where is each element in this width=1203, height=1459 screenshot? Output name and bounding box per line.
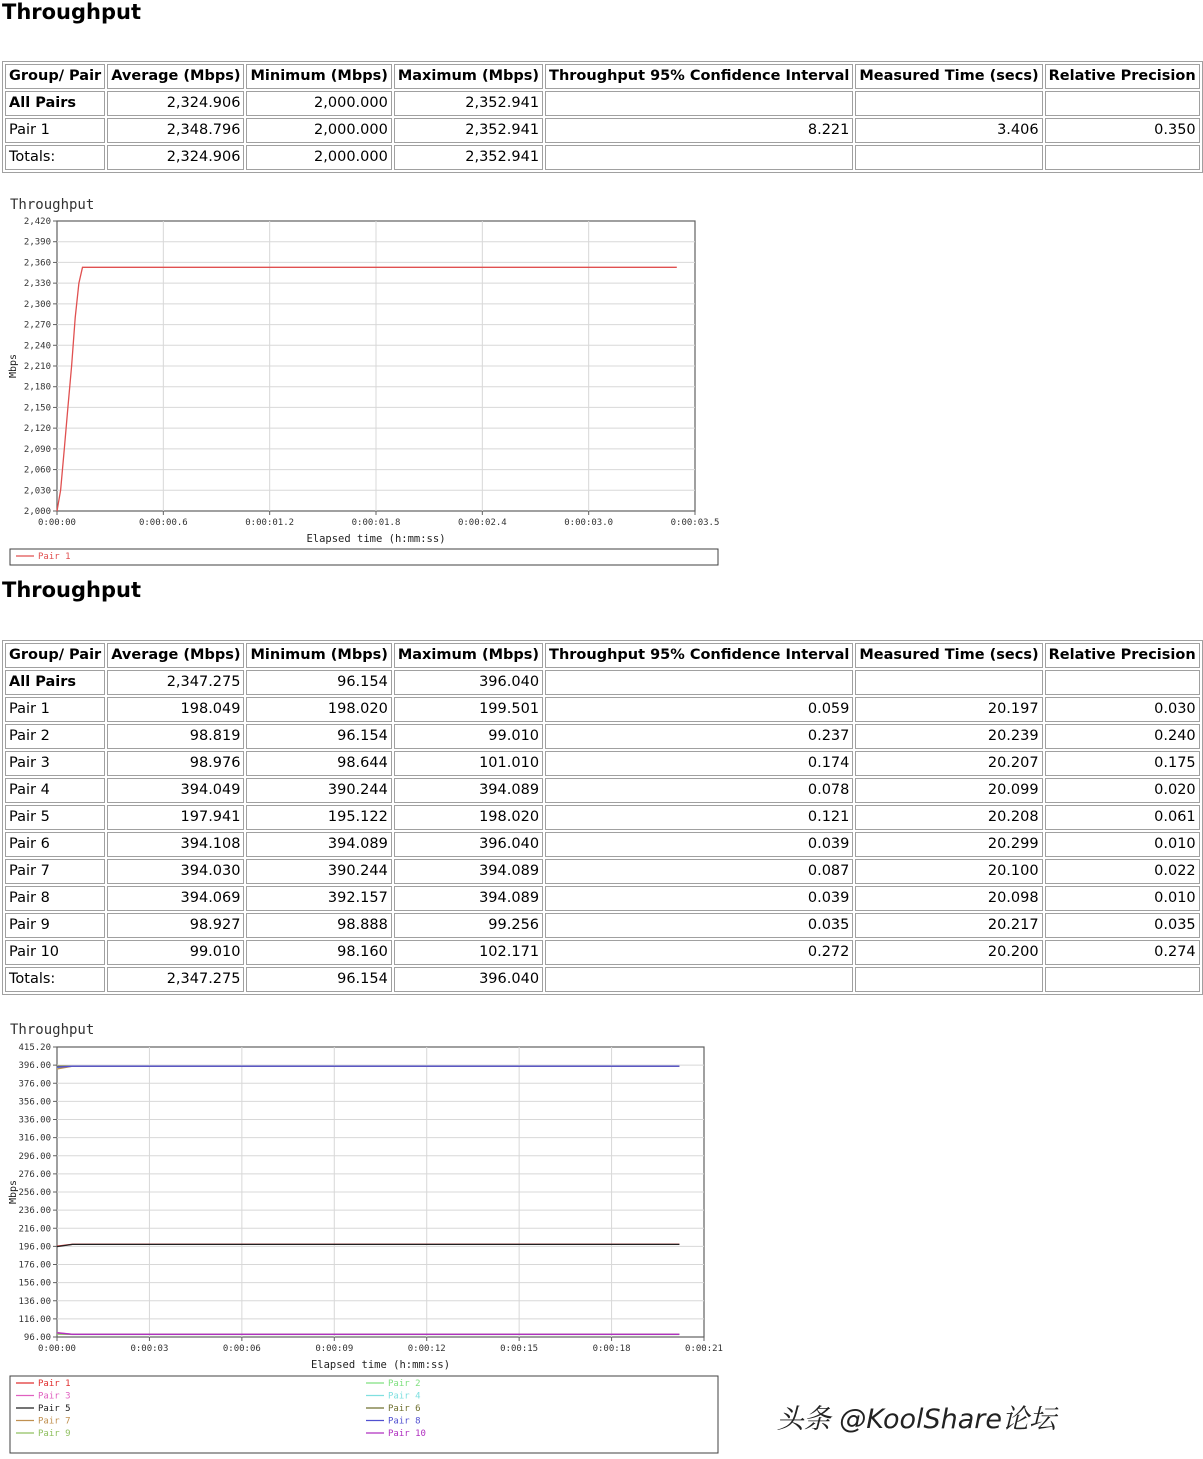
x-tick-label: 0:00:03.0	[564, 518, 613, 528]
table-cell: 394.089	[394, 886, 543, 911]
table-row	[5, 859, 1200, 884]
table-cell: 0.237	[545, 724, 853, 749]
table-row	[5, 886, 1200, 911]
table-cell: 396.040	[394, 670, 543, 695]
table-cell: 96.154	[246, 967, 391, 992]
table-cell: 199.501	[394, 697, 543, 722]
table-cell: 390.244	[246, 778, 391, 803]
table-cell: 101.010	[394, 751, 543, 776]
table-cell: 20.099	[855, 778, 1042, 803]
table-cell	[1045, 670, 1200, 695]
column-header: Throughput 95% Confidence Interval	[545, 643, 853, 668]
table-cell: 0.059	[545, 697, 853, 722]
table-cell: 20.217	[855, 913, 1042, 938]
legend-label: Pair 2	[388, 1379, 421, 1389]
legend-label: Pair 9	[38, 1429, 71, 1439]
legend-label: Pair 8	[388, 1417, 421, 1427]
column-header: Maximum (Mbps)	[394, 64, 543, 89]
table-cell: 2,352.941	[394, 118, 543, 143]
results-table-1	[2, 61, 1203, 173]
table-cell: 20.239	[855, 724, 1042, 749]
y-tick-label: 236.00	[18, 1206, 51, 1216]
row-label: Pair 5	[5, 805, 105, 830]
y-tick-label: 256.00	[18, 1188, 51, 1198]
section-title-1: Throughput	[2, 0, 141, 24]
table-cell: 394.089	[394, 778, 543, 803]
row-label: Totals:	[5, 967, 105, 992]
table-cell: 20.200	[855, 940, 1042, 965]
table-cell: 98.160	[246, 940, 391, 965]
throughput-chart-2	[0, 1015, 730, 1455]
table-cell: 0.020	[1045, 778, 1200, 803]
y-tick-label: 2,420	[24, 217, 51, 227]
table-cell: 390.244	[246, 859, 391, 884]
table-row	[5, 670, 1200, 695]
table-cell: 0.274	[1045, 940, 1200, 965]
y-tick-label: 2,330	[24, 279, 51, 289]
table-cell: 0.022	[1045, 859, 1200, 884]
row-label: Pair 7	[5, 859, 105, 884]
column-header: Average (Mbps)	[107, 64, 244, 89]
x-axis-label: Elapsed time (h:mm:ss)	[306, 533, 445, 545]
y-tick-label: 2,180	[24, 383, 51, 393]
table-row	[5, 967, 1200, 992]
y-tick-label: 116.00	[18, 1315, 51, 1325]
legend-label: Pair 3	[38, 1392, 71, 1402]
table-cell: 98.888	[246, 913, 391, 938]
y-tick-label: 2,150	[24, 403, 51, 413]
table-cell: 20.207	[855, 751, 1042, 776]
x-tick-label: 0:00:18	[593, 1344, 631, 1354]
table-cell: 99.010	[394, 724, 543, 749]
table-cell: 394.030	[107, 859, 244, 884]
x-tick-label: 0:00:06	[223, 1344, 261, 1354]
table-cell: 2,000.000	[246, 118, 391, 143]
column-header: Group/ Pair	[5, 64, 105, 89]
table-cell: 198.020	[246, 697, 391, 722]
table-cell: 0.030	[1045, 697, 1200, 722]
table-cell: 2,000.000	[246, 145, 391, 170]
table-cell: 0.087	[545, 859, 853, 884]
table-cell: 99.010	[107, 940, 244, 965]
row-label: Pair 9	[5, 913, 105, 938]
table-cell: 102.171	[394, 940, 543, 965]
table-cell: 2,352.941	[394, 91, 543, 116]
table-cell	[545, 145, 853, 170]
table-cell: 0.035	[1045, 913, 1200, 938]
table-cell: 394.108	[107, 832, 244, 857]
table-cell: 394.069	[107, 886, 244, 911]
table-cell: 2,352.941	[394, 145, 543, 170]
table-cell: 98.927	[107, 913, 244, 938]
chart-title: Throughput	[10, 197, 94, 213]
table-row	[5, 145, 1200, 170]
table-cell: 394.049	[107, 778, 244, 803]
legend-label: Pair 6	[388, 1404, 421, 1414]
table-cell: 0.039	[545, 832, 853, 857]
x-tick-label: 0:00:03.5	[671, 518, 720, 528]
table-cell: 20.208	[855, 805, 1042, 830]
table-cell: 20.100	[855, 859, 1042, 884]
table-cell: 392.157	[246, 886, 391, 911]
x-tick-label: 0:00:03	[130, 1344, 168, 1354]
legend-label: Pair 5	[38, 1404, 71, 1414]
table-cell: 96.154	[246, 670, 391, 695]
table-cell	[545, 967, 853, 992]
table-cell: 198.049	[107, 697, 244, 722]
column-header: Measured Time (secs)	[855, 64, 1042, 89]
table-cell: 2,000.000	[246, 91, 391, 116]
table-cell	[1045, 145, 1200, 170]
legend-label: Pair 1	[38, 552, 71, 562]
row-label: Pair 1	[5, 118, 105, 143]
y-tick-label: 156.00	[18, 1279, 51, 1289]
row-label: All Pairs	[5, 670, 105, 695]
y-tick-label: 396.00	[18, 1061, 51, 1071]
row-label: Pair 3	[5, 751, 105, 776]
legend-box	[10, 1376, 718, 1453]
table-cell: 0.078	[545, 778, 853, 803]
row-label: Pair 2	[5, 724, 105, 749]
table-row	[5, 118, 1200, 143]
x-tick-label: 0:00:01.8	[352, 518, 401, 528]
table-cell: 99.256	[394, 913, 543, 938]
table-cell: 0.272	[545, 940, 853, 965]
y-tick-label: 2,120	[24, 424, 51, 434]
x-tick-label: 0:00:00	[38, 1344, 76, 1354]
x-tick-label: 0:00:01.2	[245, 518, 294, 528]
legend-label: Pair 7	[38, 1417, 71, 1427]
table-row	[5, 940, 1200, 965]
y-tick-label: 136.00	[18, 1297, 51, 1307]
chart-title: Throughput	[10, 1022, 94, 1038]
table-cell	[855, 967, 1042, 992]
y-tick-label: 415.20	[18, 1043, 51, 1053]
section-title-2: Throughput	[2, 578, 141, 602]
row-label: Totals:	[5, 145, 105, 170]
table-cell: 2,348.796	[107, 118, 244, 143]
y-tick-label: 2,090	[24, 445, 51, 455]
x-tick-label: 0:00:00.6	[139, 518, 188, 528]
table-cell: 2,324.906	[107, 145, 244, 170]
x-axis-label: Elapsed time (h:mm:ss)	[311, 1359, 450, 1371]
table-cell: 198.020	[394, 805, 543, 830]
y-axis-label: Mbps	[8, 1180, 19, 1204]
watermark: 头条 @KoolShare论坛	[777, 1397, 1056, 1436]
y-tick-label: 2,390	[24, 238, 51, 248]
y-tick-label: 376.00	[18, 1079, 51, 1089]
table-row	[5, 724, 1200, 749]
column-header: Minimum (Mbps)	[246, 643, 391, 668]
table-cell	[545, 91, 853, 116]
table-cell: 0.175	[1045, 751, 1200, 776]
table-cell: 0.240	[1045, 724, 1200, 749]
table-cell: 396.040	[394, 967, 543, 992]
table-cell: 0.039	[545, 886, 853, 911]
table-cell: 0.121	[545, 805, 853, 830]
y-tick-label: 2,000	[24, 507, 51, 517]
table-cell: 2,347.275	[107, 670, 244, 695]
table-cell: 8.221	[545, 118, 853, 143]
table-cell: 98.819	[107, 724, 244, 749]
table-cell: 396.040	[394, 832, 543, 857]
x-tick-label: 0:00:12	[408, 1344, 446, 1354]
row-label: Pair 6	[5, 832, 105, 857]
y-tick-label: 2,300	[24, 300, 51, 310]
x-tick-label: 0:00:15	[500, 1344, 538, 1354]
y-tick-label: 336.00	[18, 1116, 51, 1126]
column-header: Group/ Pair	[5, 643, 105, 668]
table-cell: 0.350	[1045, 118, 1200, 143]
y-axis-label: Mbps	[8, 354, 19, 378]
table-cell: 20.299	[855, 832, 1042, 857]
table-row	[5, 697, 1200, 722]
table-cell: 394.089	[246, 832, 391, 857]
row-label: Pair 1	[5, 697, 105, 722]
table-row	[5, 751, 1200, 776]
table-cell: 98.976	[107, 751, 244, 776]
table-cell: 0.061	[1045, 805, 1200, 830]
table-row	[5, 805, 1200, 830]
y-tick-label: 276.00	[18, 1170, 51, 1180]
chart-svg-1	[0, 190, 730, 570]
column-header: Throughput 95% Confidence Interval	[545, 64, 853, 89]
x-tick-label: 0:00:21	[685, 1344, 723, 1354]
row-label: Pair 4	[5, 778, 105, 803]
y-tick-label: 96.00	[24, 1333, 51, 1343]
x-tick-label: 0:00:02.4	[458, 518, 507, 528]
y-tick-label: 2,360	[24, 258, 51, 268]
legend-label: Pair 1	[38, 1379, 71, 1389]
table-cell	[855, 670, 1042, 695]
y-tick-label: 2,210	[24, 362, 51, 372]
legend-box	[10, 549, 718, 565]
table-cell	[1045, 91, 1200, 116]
table-cell: 0.010	[1045, 886, 1200, 911]
throughput-chart-1	[0, 190, 730, 570]
column-header: Relative Precision	[1045, 64, 1200, 89]
column-header: Maximum (Mbps)	[394, 643, 543, 668]
table-cell	[1045, 967, 1200, 992]
table-row	[5, 778, 1200, 803]
table-cell: 2,347.275	[107, 967, 244, 992]
table-cell	[855, 145, 1042, 170]
legend-label: Pair 4	[388, 1392, 421, 1402]
y-tick-label: 2,240	[24, 341, 51, 351]
column-header: Relative Precision	[1045, 643, 1200, 668]
table-cell: 394.089	[394, 859, 543, 884]
column-header: Average (Mbps)	[107, 643, 244, 668]
table-header-row	[5, 64, 1200, 89]
table-cell: 0.010	[1045, 832, 1200, 857]
column-header: Minimum (Mbps)	[246, 64, 391, 89]
y-tick-label: 296.00	[18, 1152, 51, 1162]
column-header: Measured Time (secs)	[855, 643, 1042, 668]
table-row	[5, 832, 1200, 857]
table-cell: 98.644	[246, 751, 391, 776]
row-label: Pair 8	[5, 886, 105, 911]
row-label: Pair 10	[5, 940, 105, 965]
y-tick-label: 216.00	[18, 1224, 51, 1234]
table-cell: 195.122	[246, 805, 391, 830]
chart-svg-2	[0, 1015, 730, 1455]
y-tick-label: 2,060	[24, 466, 51, 476]
y-tick-label: 316.00	[18, 1134, 51, 1144]
table-cell: 0.035	[545, 913, 853, 938]
table-cell: 20.197	[855, 697, 1042, 722]
y-tick-label: 2,030	[24, 486, 51, 496]
table-cell: 197.941	[107, 805, 244, 830]
y-tick-label: 356.00	[18, 1097, 51, 1107]
y-tick-label: 176.00	[18, 1261, 51, 1271]
table-cell: 0.174	[545, 751, 853, 776]
table-cell: 20.098	[855, 886, 1042, 911]
row-label: All Pairs	[5, 91, 105, 116]
results-table-2	[2, 640, 1203, 995]
table-cell: 2,324.906	[107, 91, 244, 116]
legend-label: Pair 10	[388, 1429, 426, 1439]
table-cell	[855, 91, 1042, 116]
y-tick-label: 196.00	[18, 1242, 51, 1252]
x-tick-label: 0:00:00	[38, 518, 76, 528]
table-header-row	[5, 643, 1200, 668]
table-row	[5, 91, 1200, 116]
x-tick-label: 0:00:09	[315, 1344, 353, 1354]
table-cell	[545, 670, 853, 695]
table-cell: 96.154	[246, 724, 391, 749]
table-cell: 3.406	[855, 118, 1042, 143]
y-tick-label: 2,270	[24, 321, 51, 331]
table-row	[5, 913, 1200, 938]
